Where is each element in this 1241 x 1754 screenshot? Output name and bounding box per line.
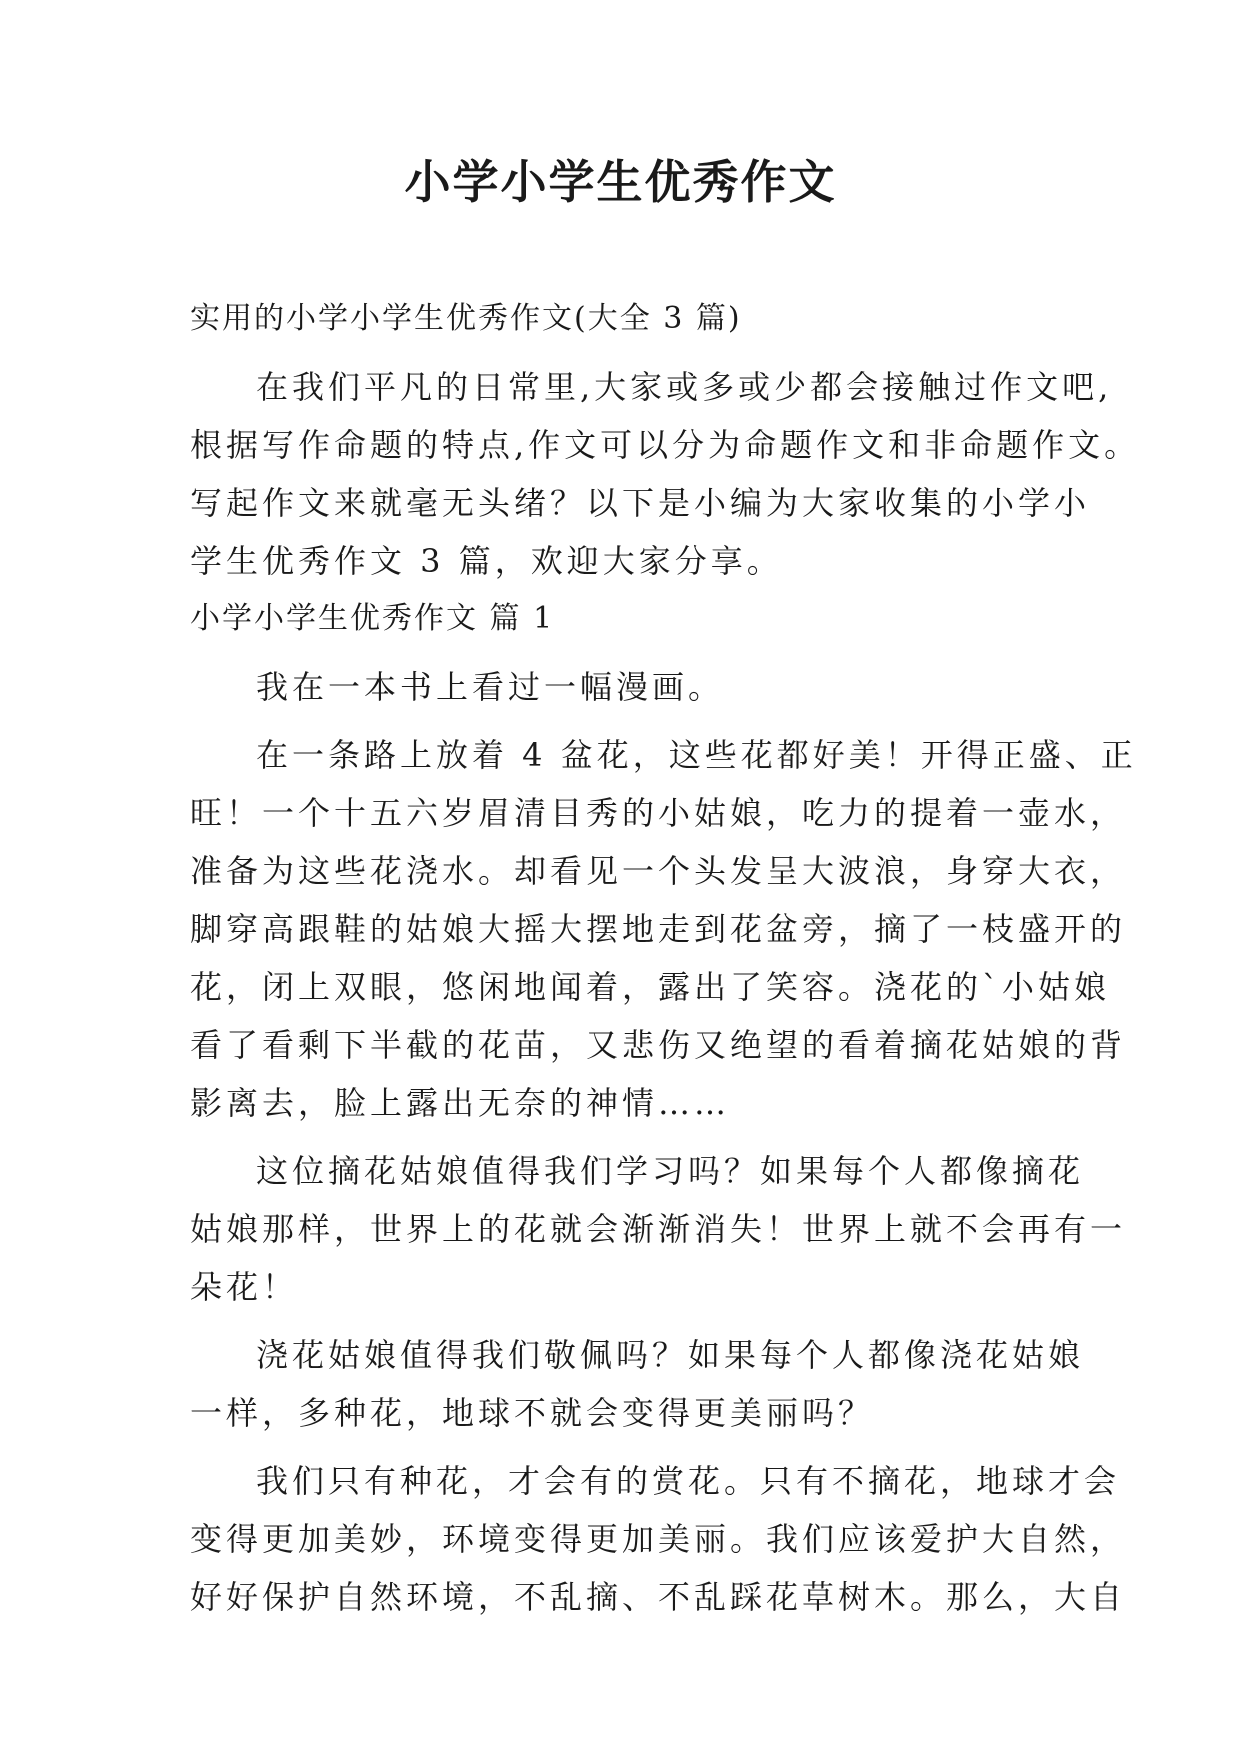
body-paragraph (190, 1326, 1085, 1442)
intro-paragraph (190, 358, 1141, 590)
paragraph-line: 浇花姑娘值得我们敬佩吗？如果每个人都像浇花姑娘 (256, 1336, 1085, 1374)
body-paragraph (190, 658, 1060, 716)
section-heading: 小学小学生优秀作文 篇 1 (190, 601, 555, 636)
paragraph-line: 影离去，脸上露出无奈的神情…… (190, 1084, 731, 1122)
paragraph-line: 看了看剩下半截的花苗，又悲伤又绝望的看着摘花姑娘的背 (190, 1026, 1127, 1064)
paragraph-line: 根据写作命题的特点,作文可以分为命题作文和非命题作文。 (190, 426, 1141, 464)
paragraph-line: 好好保护自然环境，不乱摘、不乱踩花草树木。那么，大自 (190, 1578, 1127, 1616)
paragraph-line: 朵花！ (190, 1268, 299, 1306)
page-title: 小学小学生优秀作文 (404, 155, 837, 209)
paragraph-line: 我们只有种花，才会有的赏花。只有不摘花，地球才会 (256, 1462, 1121, 1500)
body-paragraph (190, 1142, 1127, 1316)
paragraph-line: 一样，多种花，地球不就会变得更美丽吗？ (190, 1394, 875, 1432)
paragraph-line: 这位摘花姑娘值得我们学习吗？如果每个人都像摘花 (256, 1152, 1085, 1190)
paragraph-line: 花，闭上双眼，悠闲地闻着，露出了笑容。浇花的`小姑娘 (190, 968, 1111, 1006)
body-paragraph (190, 1452, 1127, 1626)
paragraph-line: 姑娘那样，世界上的花就会渐渐消失！世界上就不会再有一 (190, 1210, 1127, 1248)
body-paragraph (190, 726, 1137, 1132)
paragraph-line: 学生优秀作文 3 篇，欢迎大家分享。 (190, 542, 783, 580)
document-subtitle: 实用的小学小学生优秀作文(大全 3 篇) (190, 301, 742, 336)
paragraph-line: 准备为这些花浇水。却看见一个头发呈大波浪，身穿大衣， (190, 852, 1127, 890)
paragraph-line: 写起作文来就毫无头绪？以下是小编为大家收集的小学小 (190, 484, 1091, 522)
paragraph-line: 在我们平凡的日常里,大家或多或少都会接触过作文吧, (256, 368, 1113, 406)
document-body (190, 290, 1141, 1626)
paragraph-line: 旺！一个十五六岁眉清目秀的小姑娘，吃力的提着一壶水， (190, 794, 1127, 832)
paragraph-line: 脚穿高跟鞋的姑娘大摇大摆地走到花盆旁，摘了一枝盛开的 (190, 910, 1127, 948)
paragraph-line: 在一条路上放着 4 盆花，这些花都好美！开得正盛、正 (256, 736, 1137, 774)
paragraph-line: 我在一本书上看过一幅漫画。 (256, 668, 725, 706)
paragraph-line: 变得更加美妙，环境变得更加美丽。我们应该爱护大自然， (190, 1520, 1127, 1558)
